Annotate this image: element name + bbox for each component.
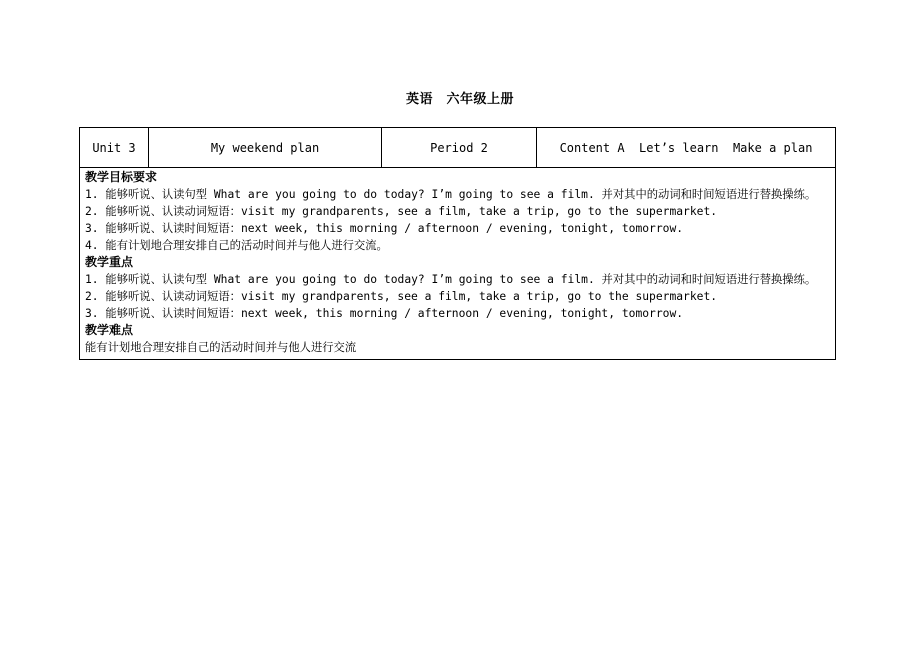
- objective-item: 3. 能够听说、认读时间短语：next week, this morning / afternoon / evening, tonight, tomorrow.: [85, 222, 684, 235]
- key-point-item: 3. 能够听说、认读时间短语：next week, this morning / afternoon / evening, tonight, tomorrow.: [85, 307, 684, 320]
- topic-cell: My weekend plan: [149, 128, 382, 167]
- key-point-item: 1. 能够听说、认读句型 What are you going to do today? I’m going to see a film. 并对其中的动词和时间短语进行替换操练。: [85, 273, 817, 286]
- table-header-row: [80, 128, 835, 168]
- table-body-cell: [80, 168, 835, 359]
- period-cell: Period 2: [382, 128, 537, 167]
- lesson-plan-table: [79, 127, 836, 360]
- objectives-heading: 教学目标要求: [85, 170, 158, 184]
- objective-item: 4. 能有计划地合理安排自己的活动时间并与他人进行交流。: [85, 239, 388, 252]
- objective-item: 2. 能够听说、认读动词短语：visit my grandparents, see a film, take a trip, go to the supermarket.: [85, 205, 718, 218]
- unit-cell: Unit 3: [80, 128, 149, 167]
- difficulties-heading: 教学难点: [85, 323, 134, 337]
- objective-item: 1. 能够听说、认读句型 What are you going to do today? I’m going to see a film. 并对其中的动词和时间短语进行替换操练。: [85, 188, 817, 201]
- difficulty-item: 能有计划地合理安排自己的活动时间并与他人进行交流: [85, 341, 357, 354]
- key-point-item: 2. 能够听说、认读动词短语：visit my grandparents, see a film, take a trip, go to the supermarket.: [85, 290, 718, 303]
- document-title: 英语 六年级上册: [405, 92, 514, 107]
- key-points-heading: 教学重点: [85, 255, 134, 269]
- content-cell: Content A Let’s learn Make a plan: [559, 140, 813, 155]
